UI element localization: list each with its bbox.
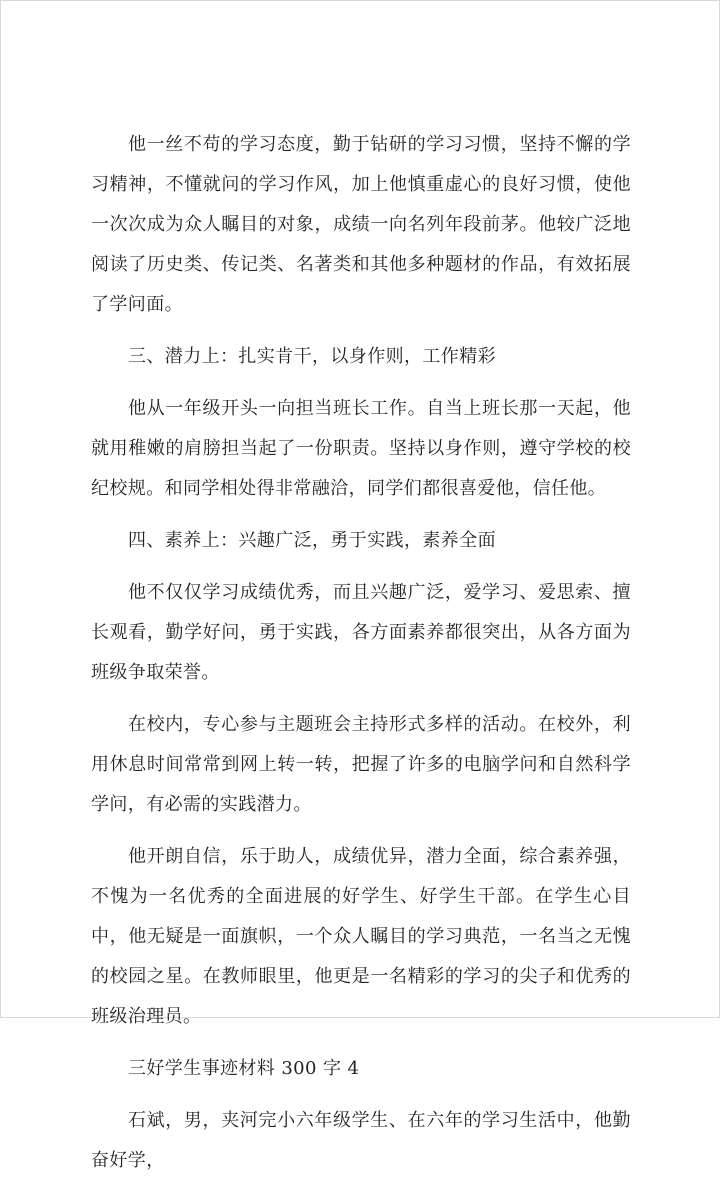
paragraph-summary: 他开朗自信，乐于助人，成绩优异，潜力全面，综合素养强，不愧为一名优秀的全面进展的好学生、好学生干部。在学生心目中，他无疑是一面旗帜，一个众人瞩目的学习典范，一名当之无愧的校园之星。在教师眼里，他更是一名精彩的学习的尖子和优秀的班级治理员。 xyxy=(91,846,631,1027)
paragraph-study-attitude: 他一丝不苟的学习态度，勤于钻研的学习习惯，坚持不懈的学习精神，不懂就问的学习作风，加上他慎重虚心的良好习惯，使他一次次成为众人瞩目的对象，成绩一向名列年段前茅。他较广泛地阅读了历史类、传记类、名著类和其他多种题材的作品，有效拓展了学问面。 xyxy=(91,134,631,315)
paragraph-activities: 在校内，专心参与主题班会主持形式多样的活动。在校外，利用休息时间常常到网上转一转，把握了许多的电脑学问和自然科学学问，有必需的实践潜力。 xyxy=(91,714,631,815)
document-body xyxy=(91,125,631,1193)
section-heading-material-4: 三好学生事迹材料 300 字 4 xyxy=(128,1058,360,1079)
paragraph-shi-bin: 石斌，男，夹河完小六年级学生、在六年的学习生活中，他勤奋好学， xyxy=(91,1110,631,1171)
paragraph-class-monitor: 他从一年级开头一向担当班长工作。自当上班长那一天起，他就用稚嫩的肩膀担当起了一份职责。坚持以身作则，遵守学校的校纪校规。和同学相处得非常融洽，同学们都很喜爱他，信任他。 xyxy=(91,398,631,499)
section-heading-quality: 四、素养上：兴趣广泛，勇于实践，素养全面 xyxy=(128,530,496,551)
paragraph-interests: 他不仅仅学习成绩优秀，而且兴趣广泛，爱学习、爱思索、擅长观看，勤学好问，勇于实践，各方面素养都很突出，从各方面为班级争取荣誉。 xyxy=(91,582,631,683)
section-heading-ability: 三、潜力上：扎实肯干，以身作则，工作精彩 xyxy=(128,346,496,367)
